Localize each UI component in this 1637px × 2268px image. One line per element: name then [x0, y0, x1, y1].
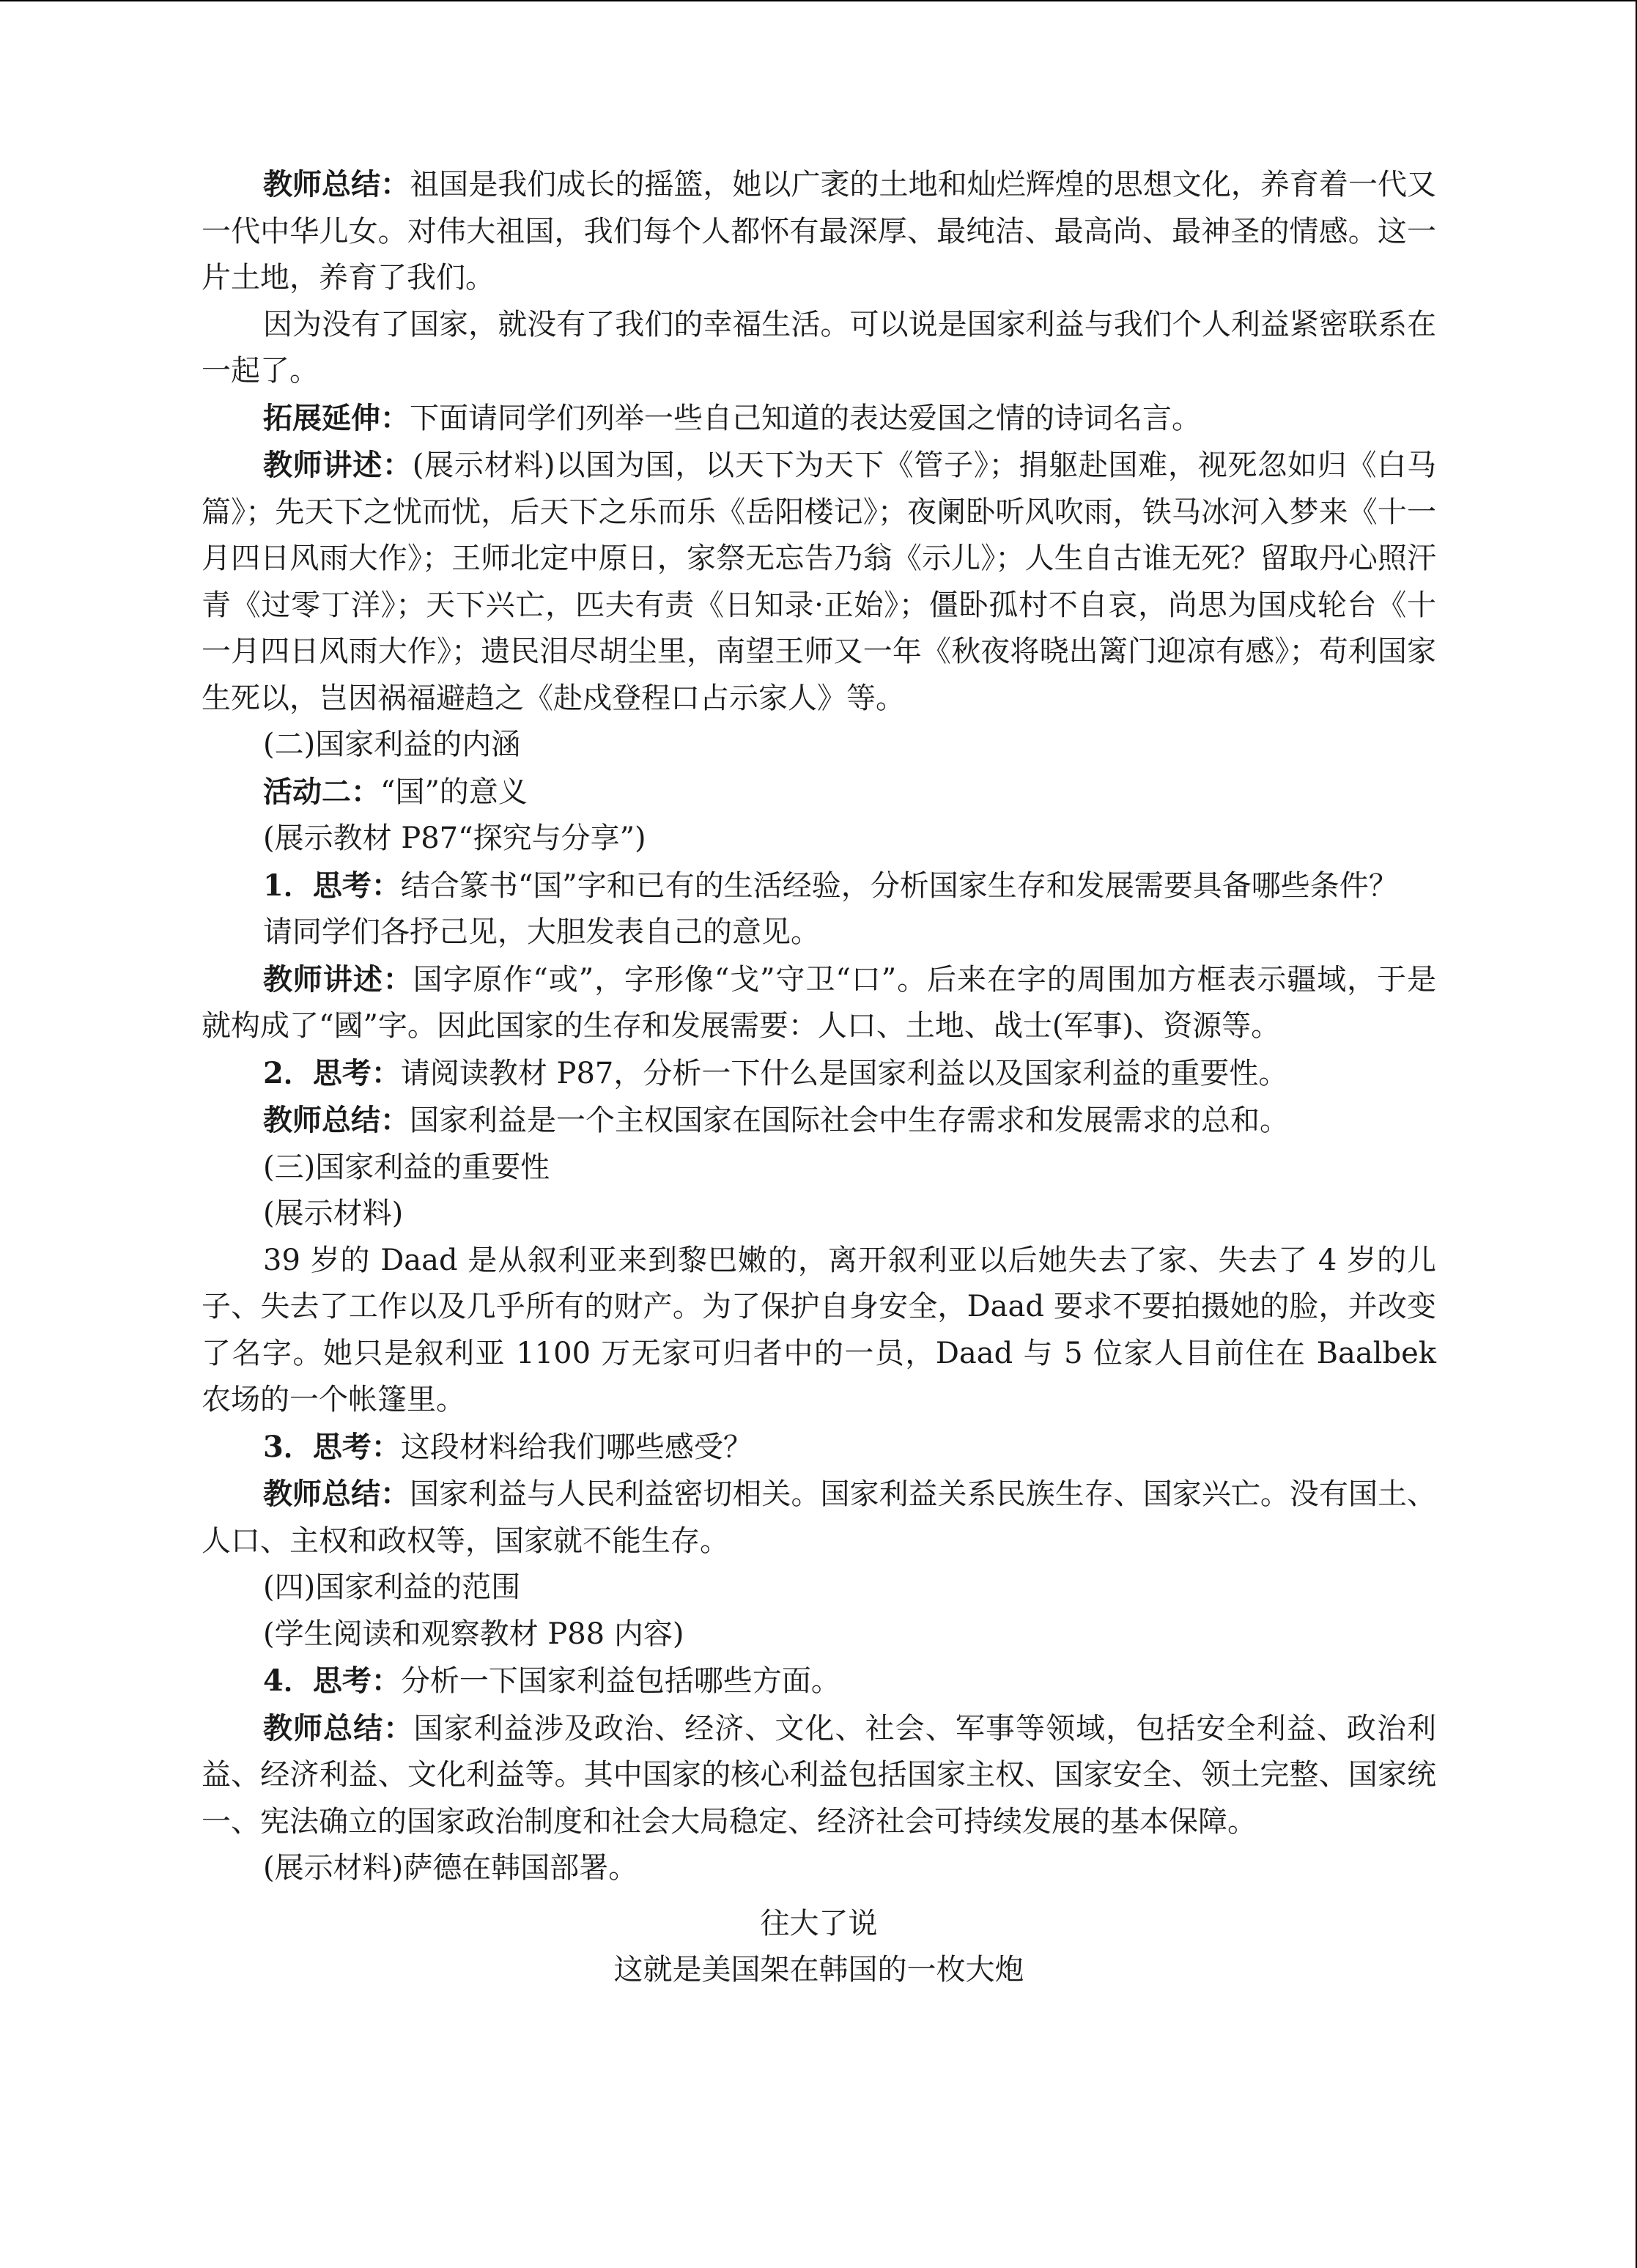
paragraph-teacher-lecture-guo [202, 956, 1436, 1050]
paragraph-text: “国”的意义 [380, 775, 528, 809]
paragraph-teacher-summary-4 [202, 1705, 1436, 1846]
section-heading-connotation [202, 722, 1436, 769]
paragraph-text: 国家利益与人民利益密切相关。国家利益关系民族生存、国家兴亡。没有国土、人口、主权和政权等，国家就不能生存。 [202, 1477, 1437, 1558]
question-1 [202, 862, 1436, 910]
question-4 [202, 1658, 1436, 1705]
paragraph-discussion-prompt [202, 909, 1436, 956]
paragraph-label: 3．思考： [263, 1429, 401, 1464]
textbook-reference-p88 [202, 1611, 1436, 1658]
paragraph-text: 39 岁的 Daad 是从叙利亚来到黎巴嫩的，离开叙利亚以后她失去了家、失去了 4 岁的儿子、失去了工作以及几乎所有的财产。为了保护自身安全，Daad 要求不要拍摄她的脸，并改变了名字。她只是叙利亚 1100 万无家可归者中的一员，Daad 与 5 位家人目前住在 Baalbek 农场的一个帐篷里。 [202, 1243, 1436, 1416]
paragraph-teacher-summary-1 [202, 161, 1436, 302]
section-heading-importance [202, 1145, 1436, 1192]
question-3 [202, 1424, 1436, 1471]
paragraph-label: 活动二： [263, 774, 380, 809]
paragraph-text: 国家利益是一个主权国家在国际社会中生存需求和发展需求的总和。 [410, 1104, 1289, 1137]
document-body [202, 161, 1436, 1994]
paragraph-text: (展示教材 P87“探究与分享”) [263, 821, 646, 855]
paragraph-label: 拓展延伸： [263, 400, 410, 435]
paragraph-label: 教师讲述： [263, 961, 413, 997]
paragraph-national-interest-link [202, 302, 1436, 395]
paragraph-text: 国字原作“或”，字形像“戈”守卫“口”。后来在字的周围加方框表示疆域，于是就构成了“國”字。因此国家的生存和发展需要：人口、土地、战士(军事)、资源等。 [202, 962, 1436, 1043]
paragraph-text: 国家利益涉及政治、经济、文化、社会、军事等领域，包括安全利益、政治利益、经济利益、文化利益等。其中国家的核心利益包括国家主权、国家安全、领土完整、国家统一、宪法确立的国家政治制度和社会大局稳定、经济社会可持续发展的基本保障。 [202, 1711, 1437, 1839]
paragraph-label: 4．思考： [263, 1663, 401, 1698]
question-2 [202, 1050, 1436, 1098]
paragraph-text: (学生阅读和观察教材 P88 内容) [263, 1617, 684, 1651]
paragraph-text: 请阅读教材 P87，分析一下什么是国家利益以及国家利益的重要性。 [400, 1056, 1288, 1090]
paragraph-label: 1．思考： [263, 868, 401, 903]
paragraph-label: 教师总结： [263, 1103, 410, 1137]
paragraph-teacher-lecture-poems [202, 442, 1436, 722]
paragraph-text: 这段材料给我们哪些感受？ [400, 1430, 753, 1464]
paragraph-text: (展示材料)以国为国，以天下为天下《管子》；捐躯赴国难，视死忽如归《白马篇》；先天下之忧而忧，后天下之乐而乐《岳阳楼记》；夜阑卧听风吹雨，铁马冰河入梦来《十一月四日风雨大作》；王师北定中原日，家祭无忘告乃翁《示儿》；人生自古谁无死？留取丹心照汗青《过零丁洋》；天下兴亡，匹夫有责《日知录·正始》；僵卧孤村不自哀，尚思为国戍轮台《十一月四日风雨大作》；遗民泪尽胡尘里，南望王师又一年《秋夜将晓出篱门迎凉有感》；苟利国家生死以，岂因祸福避趋之《赴戍登程口占示家人》等。 [202, 448, 1437, 715]
textbook-reference-p87 [202, 816, 1436, 862]
paragraph-label: 教师总结： [263, 1710, 414, 1746]
paragraph-text: 结合篆书“国”字和已有的生活经验，分析国家生存和发展需要具备哪些条件？ [400, 868, 1398, 903]
paragraph-text: (展示材料)萨德在韩国部署。 [263, 1851, 638, 1885]
centered-caption-line-1: 往大了说 [760, 1906, 878, 1940]
section-heading-scope [202, 1565, 1436, 1611]
paragraph-label: 教师总结： [263, 167, 410, 202]
paragraph-extension [202, 395, 1436, 443]
paragraph-thaad-material [202, 1845, 1436, 1892]
paragraph-text: 分析一下国家利益包括哪些方面。 [400, 1664, 840, 1698]
paragraph-daad-story [202, 1238, 1436, 1424]
paragraph-label: 教师讲述： [263, 448, 413, 482]
activity-two-heading [202, 769, 1436, 816]
paragraph-text: (二)国家利益的内涵 [263, 728, 521, 761]
paragraph-text: 因为没有了国家，就没有了我们的幸福生活。可以说是国家利益与我们个人利益紧密联系在一起了。 [202, 307, 1436, 388]
centered-caption-line-2: 这就是美国架在韩国的一枚大炮 [613, 1953, 1024, 1987]
paragraph-text: 请同学们各抒己见，大胆发表自己的意见。 [263, 915, 820, 949]
paragraph-teacher-summary-2 [202, 1097, 1436, 1145]
paragraph-text: (四)国家利益的范围 [263, 1570, 521, 1604]
paragraph-label: 2．思考： [263, 1055, 401, 1090]
paragraph-text: 下面请同学们列举一些自己知道的表达爱国之情的诗词名言。 [410, 401, 1201, 435]
paragraph-text: (展示材料) [263, 1197, 404, 1230]
paragraph-text: 祖国是我们成长的摇篮，她以广袤的土地和灿烂辉煌的思想文化，养育着一代又一代中华儿女。对伟大祖国，我们每个人都怀有最深厚、最纯洁、最高尚、最神圣的情感。这一片土地，养育了我们。 [202, 168, 1437, 295]
paragraph-label: 教师总结： [263, 1477, 410, 1511]
paragraph-teacher-summary-3 [202, 1471, 1436, 1565]
material-label [202, 1191, 1436, 1238]
paragraph-text: (三)国家利益的重要性 [263, 1150, 550, 1184]
